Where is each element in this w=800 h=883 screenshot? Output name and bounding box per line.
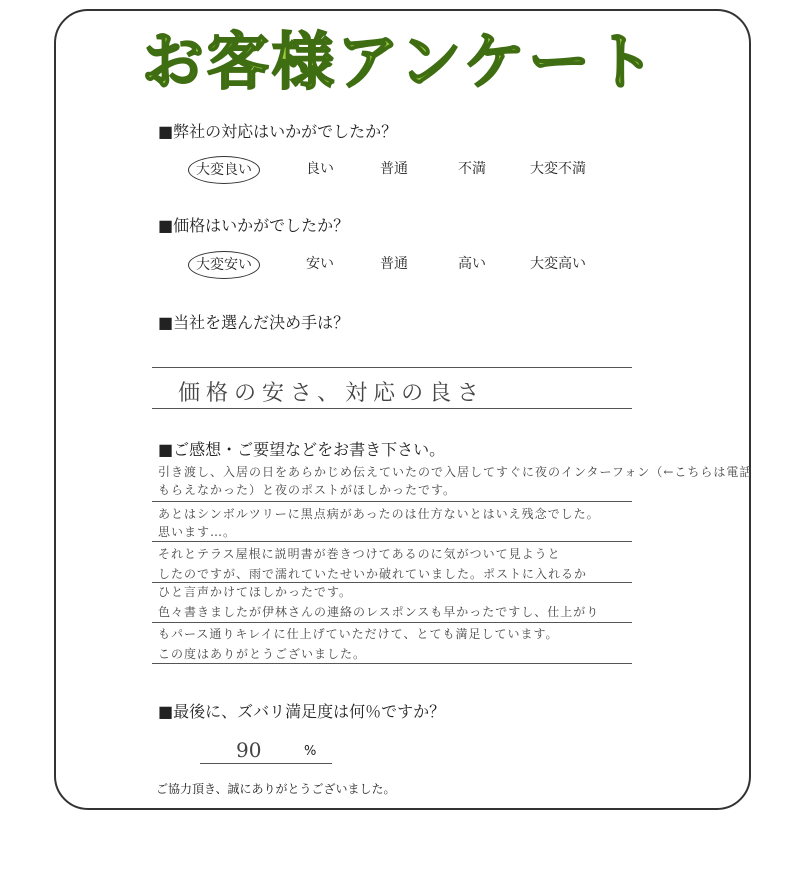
option-price-cheap[interactable]: 安い (306, 256, 334, 272)
comment-line-5 (152, 663, 632, 664)
question-price: ■価格はいかがでしたか？ (158, 216, 350, 235)
answer-line-top (152, 367, 632, 368)
percent-unit: % (304, 744, 317, 759)
comment-text-line: この度はありがとうございました。 (158, 647, 367, 661)
comment-text-line: あとはシンボルツリーに黒点病があったのは仕方ないとはいえ残念でした。 (158, 507, 600, 521)
comment-line-1 (152, 501, 632, 502)
question-satisfaction: ■最後に、ズバリ満足度は何％ですか？ (158, 702, 446, 721)
option-service-normal[interactable]: 普通 (380, 161, 408, 177)
comment-text-line: ひと言声かけてほしかったです。 (158, 585, 353, 599)
option-price-normal[interactable]: 普通 (380, 256, 408, 272)
comment-text-line: もらえなかった）と夜のポストがほしかったです。 (158, 483, 457, 497)
option-price-expensive[interactable]: 高い (458, 256, 486, 272)
thanks-message: ご協力頂き、誠にありがとうございました。 (156, 782, 396, 796)
option-service-very-good[interactable]: 大変良い (188, 156, 260, 184)
satisfaction-line (200, 763, 332, 764)
option-price-very-cheap[interactable]: 大変安い (188, 251, 260, 279)
satisfaction-value[interactable]: 90 (236, 738, 262, 762)
option-service-very-dissatisfied[interactable]: 大変不満 (530, 161, 586, 177)
comment-text-line: したのですが、雨で濡れていたせいか破れていました。ポストに入れるか (158, 567, 588, 581)
comment-text-line: 思います…。 (158, 525, 237, 539)
option-price-very-expensive[interactable]: 大変高い (530, 256, 586, 272)
comment-text-line: もパース通りキレイに仕上げていただけて、とても満足しています。 (158, 627, 559, 641)
comment-line-4 (152, 622, 632, 623)
comment-line-3 (152, 582, 632, 583)
survey-title: お客様アンケート (141, 25, 659, 98)
deciding-factor-answer[interactable]: 価格の安さ、対応の良さ (178, 381, 486, 406)
option-service-good[interactable]: 良い (306, 161, 334, 177)
question-deciding-factor: ■当社を選んだ決め手は？ (158, 313, 350, 332)
answer-line-bottom (152, 408, 632, 409)
comment-text-line: 引き渡し、入居の日をあらかじめ伝えていたので入居してすぐに夜のインターフォン（←こちらは電話 (158, 465, 753, 479)
comment-line-2 (152, 541, 632, 542)
question-service: ■弊社の対応はいかがでしたか？ (158, 122, 398, 141)
question-comments: ■ご感想・ご要望などをお書き下さい。 (158, 440, 446, 459)
option-service-dissatisfied[interactable]: 不満 (458, 161, 486, 177)
comment-text-line: 色々書きましたが伊林さんの連絡のレスポンスも早かったですし、仕上がり (158, 605, 600, 619)
comment-text-line: それとテラス屋根に説明書が巻きつけてあるのに気がついて見ようと (158, 547, 561, 561)
